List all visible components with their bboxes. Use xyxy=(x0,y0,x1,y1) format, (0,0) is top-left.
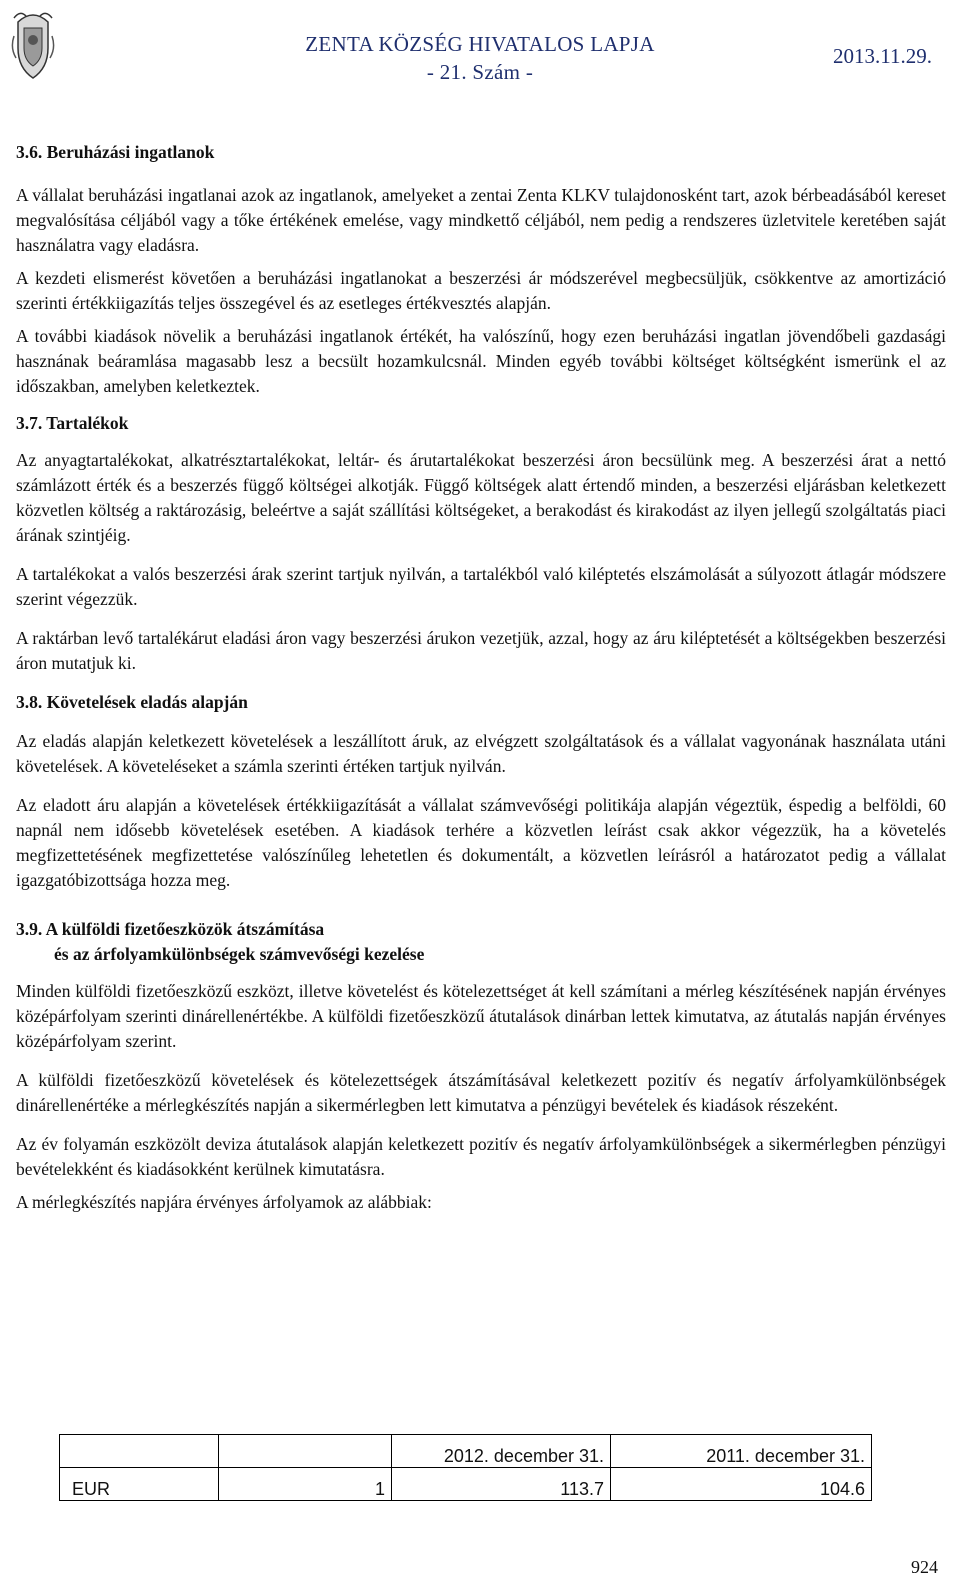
table-header-cell: 2012. december 31. xyxy=(392,1435,611,1468)
section-3-9-paragraph-4: A mérlegkészítés napjára érvényes árfolyamok az alábbiak: xyxy=(16,1192,432,1212)
section-3-9-paragraph-1: Minden külföldi fizetőeszközű eszközt, illetve követelést és kötelezettséget át kell számítani a mérleg készítésének napján érvényes középárfolyam szerinti dinárellenértékbe. A külföldi fizetőeszközű átutalások dinárban lettek kimutatva, az átutalás napján érvényes középárfolyam szerint. xyxy=(16,981,946,1051)
table-row xyxy=(60,1468,872,1501)
table-header-row xyxy=(60,1435,872,1468)
section-3-7-paragraph-1: Az anyagtartalékokat, alkatrésztartalékokat, leltár- és árutartalékokat beszerzési áron becsülünk meg. A beszerzési árat a nettó számlázott érték és a beszerzés függő költségei alkotják. Függő költségek alatt értendő minden, a beszerzési eljárásban keletkezett közvetlen költség a raktározásig, beleértve a saját szállítási költségeket, a berakodást és kirakodást az ilyen jellegű szolgáltatás piaci árának szintjéig. xyxy=(16,450,946,545)
coat-of-arms-icon xyxy=(10,8,56,80)
section-3-6-heading: 3.6. Beruházási ingatlanok xyxy=(16,142,215,162)
publication-title: ZENTA KÖZSÉG HIVATALOS LAPJA xyxy=(305,32,655,56)
issue-number: - 21. Szám - xyxy=(426,60,534,84)
table-cell-currency: EUR xyxy=(60,1468,219,1501)
page-number: 924 xyxy=(911,1557,938,1577)
section-3-8-paragraph-2: Az eladott áru alapján a követelések értékkiigazítását a vállalat számvevőségi politikája alapján végeztük, éspedig a belföldi, 60 napnál nem idősebb követelések esetében. A kiadások terhére a közvetlen leírást csak akkor végezzük, ha a követelés megfizettetésének megfizettetése valószínűleg lehetetlen és dokumentált, a közvetlen leírásról a határozatot pedig a vállalat igazgatóbizottsága hozza meg. xyxy=(16,795,946,890)
section-3-8-heading: 3.8. Követelések eladás alapján xyxy=(16,692,248,712)
section-3-9-heading-line-2: és az árfolyamkülönbségek számvevőségi kezelése xyxy=(54,944,425,964)
table-header-cell xyxy=(219,1435,392,1468)
section-3-6-paragraph-1: A vállalat beruházási ingatlanai azok az ingatlanok, amelyeket a zentai Zenta KLKV tulajdonosként tart, azok bérbeadásából kereset megvalósítása céljából vagy a tőke értékének emelése, vagy mindkettő céljából, nem pedig a rendszeres üzletvitele keretében saját használatra vagy eladásra. xyxy=(16,185,946,255)
section-3-7-paragraph-2: A tartalékokat a valós beszerzési árak szerint tartjuk nyilván, a tartalékból való kiléptetés elszámolását a súlyozott átlagár módszere szerint végezzük. xyxy=(16,564,946,609)
exchange-rates-table xyxy=(59,1434,872,1501)
document-body xyxy=(16,140,946,1215)
table-header-cell xyxy=(60,1435,219,1468)
section-3-9-paragraph-2: A külföldi fizetőeszközű követelések és kötelezettségek átszámításával keletkezett pozitív és negatív árfolyamkülönbségek dinárellenértéke a mérlegkészítés napján a sikermérlegben lett kimutatva a pénzügyi bevételek és kiadások részeként. xyxy=(16,1070,946,1115)
publication-title-block xyxy=(270,30,690,86)
section-3-9-paragraph-3: Az év folyamán eszközölt deviza átutalások alapján keletkezett pozitív és negatív árfolyamkülönbségek a sikermérlegben pénzügyi bevételekként és kiadásokként kerülnek kimutatásra. xyxy=(16,1134,946,1179)
page-header xyxy=(0,0,960,100)
table-cell-unit: 1 xyxy=(219,1468,392,1501)
section-3-7-paragraph-3: A raktárban levő tartalékárut eladási áron vagy beszerzési árukon vezetjük, azzal, hogy az áru kiléptetését a költségekben beszerzési áron mutatjuk ki. xyxy=(16,628,946,673)
table-header-cell: 2011. december 31. xyxy=(611,1435,872,1468)
section-3-6-paragraph-2: A kezdeti elismerést követően a beruházási ingatlanokat a beszerzési ár módszerével megbecsüljük, csökkentve az amortizáció szerinti értékkiigazítás teljes összegével és az esetleges értékvesztés alapján. xyxy=(16,268,946,313)
table-cell-rate-2012: 113.7 xyxy=(392,1468,611,1501)
section-3-7-heading: 3.7. Tartalékok xyxy=(16,413,129,433)
table-cell-rate-2011: 104.6 xyxy=(611,1468,872,1501)
publication-date: 2013.11.29. xyxy=(833,44,932,68)
section-3-6-paragraph-3: A további kiadások növelik a beruházási ingatlanok értékét, ha valószínű, hogy ezen beruházási ingatlan jövendőbeli gazdasági hasznának beáramlása magasabb lesz a becsült hozamkulcsnál. Minden egyéb további költséget költségként ismerünk el az időszakban, amelyben keletkeztek. xyxy=(16,326,946,396)
section-3-8-paragraph-1: Az eladás alapján keletkezett követelések a leszállított áruk, az elvégzett szolgáltatások és a vállalat vagyonának használata utáni követelések. A követeléseket a számla szerinti értéken tartjuk nyilván. xyxy=(16,731,946,776)
section-3-9-heading-line-1: 3.9. A külföldi fizetőeszközök átszámítása xyxy=(16,919,325,939)
